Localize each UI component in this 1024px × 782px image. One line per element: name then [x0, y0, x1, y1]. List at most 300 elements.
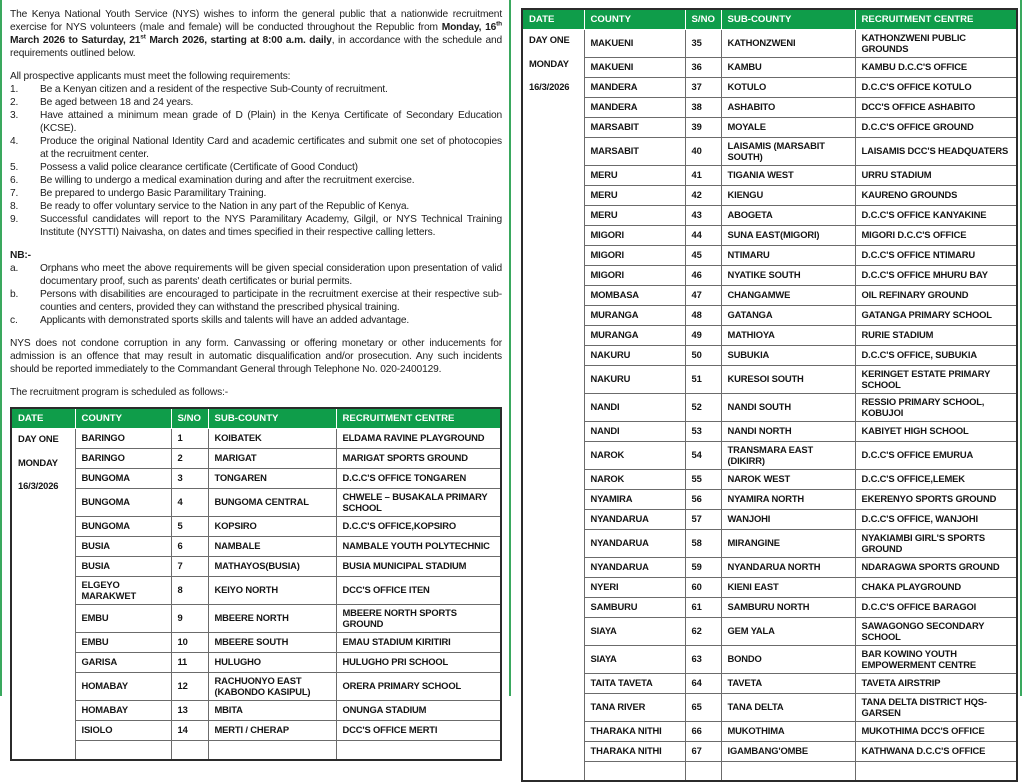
county-cell: NAROK [584, 470, 685, 490]
left-column [10, 8, 502, 761]
sno-cell: 41 [685, 166, 721, 186]
subcounty-cell: MERTI / CHERAP [208, 721, 336, 741]
subcounty-cell: RACHUONYO EAST (KABONDO KASIPUL) [208, 673, 336, 701]
page-left-border [0, 0, 2, 696]
subcounty-cell: KIENGU [721, 186, 855, 206]
table-row [11, 653, 501, 673]
sno-cell: 49 [685, 326, 721, 346]
subcounty-cell: NTIMARU [721, 246, 855, 266]
requirement-item-marker: 7. [10, 188, 19, 199]
centre-cell: CHAKA PLAYGROUND [855, 578, 1017, 598]
centre-cell: D.C.C'S OFFICE, SUBUKIA [855, 346, 1017, 366]
requirement-item-text: Be willing to undergo a medical examination during and after the recruitment exercise. [40, 175, 415, 186]
centre-cell: RURIE STADIUM [855, 326, 1017, 346]
sno-cell: 53 [685, 422, 721, 442]
centre-cell: TAVETA AIRSTRIP [855, 674, 1017, 694]
table-row [522, 166, 1017, 186]
county-cell: TAITA TAVETA [584, 674, 685, 694]
sno-cell: 59 [685, 558, 721, 578]
subcounty-cell: HULUGHO [208, 653, 336, 673]
subcounty-cell: TAVETA [721, 674, 855, 694]
county-cell: MAKUENI [584, 30, 685, 58]
requirement-item [10, 96, 502, 109]
col-header-county: COUNTY [75, 408, 171, 429]
requirement-item-text: Produce the original National Identity Card and academic certificates and submit one set of photocopies at the recruitment center. [40, 136, 502, 160]
centre-cell: HULUGHO PRI SCHOOL [336, 653, 501, 673]
sno-cell: 6 [171, 537, 208, 557]
schedule-intro: The recruitment program is scheduled as follows:- [10, 387, 228, 398]
nb-item [10, 314, 502, 327]
subcounty-cell: MBEERE SOUTH [208, 633, 336, 653]
subcounty-cell: MBITA [208, 701, 336, 721]
empty-cell [855, 762, 1017, 782]
subcounty-cell: BUNGOMA CENTRAL [208, 489, 336, 517]
county-cell: NYANDARUA [584, 558, 685, 578]
subcounty-cell: KATHONZWENI [721, 30, 855, 58]
subcounty-cell: NYATIKE SOUTH [721, 266, 855, 286]
date-line: MONDAY [529, 57, 569, 69]
requirement-item-marker: 2. [10, 97, 19, 108]
table-row [522, 722, 1017, 742]
centre-cell: D.C.C'S OFFICE,KOPSIRO [336, 517, 501, 537]
county-cell: MARSABIT [584, 138, 685, 166]
sno-cell: 5 [171, 517, 208, 537]
county-cell: EMBU [75, 605, 171, 633]
requirement-item-text: Be ready to offer voluntary service to the Nation in any part of the Republic of Kenya. [40, 201, 410, 212]
sno-cell: 63 [685, 646, 721, 674]
centre-cell: BUSIA MUNICIPAL STADIUM [336, 557, 501, 577]
column-divider [509, 0, 511, 696]
table-row [522, 394, 1017, 422]
centre-cell: ELDAMA RAVINE PLAYGROUND [336, 429, 501, 449]
sno-cell: 8 [171, 577, 208, 605]
table-row [11, 605, 501, 633]
subcounty-cell: SAMBURU NORTH [721, 598, 855, 618]
county-cell: NAKURU [584, 366, 685, 394]
county-cell: MURANGA [584, 306, 685, 326]
county-cell: MOMBASA [584, 286, 685, 306]
date-line: DAY ONE [529, 34, 570, 45]
subcounty-cell: TIGANIA WEST [721, 166, 855, 186]
subcounty-cell: BONDO [721, 646, 855, 674]
sno-cell: 62 [685, 618, 721, 646]
requirement-item-text: Have attained a minimum mean grade of D (Plain) in the Kenya Certificate of Secondary Education (KCSE). [40, 110, 502, 134]
county-cell: MIGORI [584, 266, 685, 286]
table-row [522, 206, 1017, 226]
table-row [522, 558, 1017, 578]
requirement-item [10, 109, 502, 135]
requirement-item-marker: 6. [10, 175, 19, 186]
requirement-item-text: Be prepared to undergo Basic Paramilitary Training. [40, 188, 267, 199]
subcounty-cell: KOTULO [721, 78, 855, 98]
county-cell: SAMBURU [584, 598, 685, 618]
subcounty-cell: MATHIOYA [721, 326, 855, 346]
col-header-sno: S/NO [171, 408, 208, 429]
subcounty-cell: MATHAYOS(BUSIA) [208, 557, 336, 577]
sno-cell: 14 [171, 721, 208, 741]
county-cell: MERU [584, 206, 685, 226]
subcounty-cell: KEIYO NORTH [208, 577, 336, 605]
sno-cell: 67 [685, 742, 721, 762]
county-cell: NYANDARUA [584, 510, 685, 530]
sno-cell: 48 [685, 306, 721, 326]
centre-cell: D.C.C'S OFFICE GROUND [855, 118, 1017, 138]
county-cell: NYANDARUA [584, 530, 685, 558]
subcounty-cell: GATANGA [721, 306, 855, 326]
table-row [11, 633, 501, 653]
nb-heading: NB:- [10, 250, 31, 261]
centre-cell: NDARAGWA SPORTS GROUND [855, 558, 1017, 578]
table-row [522, 422, 1017, 442]
subcounty-cell: LAISAMIS (MARSABIT SOUTH) [721, 138, 855, 166]
centre-cell: D.C.C'S OFFICE,LEMEK [855, 470, 1017, 490]
subcounty-cell: KIENI EAST [721, 578, 855, 598]
sno-cell: 10 [171, 633, 208, 653]
table-row [522, 58, 1017, 78]
table-row [522, 138, 1017, 166]
requirement-item [10, 187, 502, 200]
subcounty-cell: MIRANGINE [721, 530, 855, 558]
nb-item-marker: b. [10, 289, 19, 300]
requirement-item [10, 200, 502, 213]
county-cell: NANDI [584, 394, 685, 422]
schedule-table-right [521, 8, 1018, 782]
subcounty-cell: KAMBU [721, 58, 855, 78]
centre-cell: KERINGET ESTATE PRIMARY SCHOOL [855, 366, 1017, 394]
col-header-date: DATE [11, 408, 75, 429]
table-row [11, 517, 501, 537]
table-row [522, 442, 1017, 470]
sno-cell: 45 [685, 246, 721, 266]
county-cell: MIGORI [584, 246, 685, 266]
centre-cell: URRU STADIUM [855, 166, 1017, 186]
sno-cell: 2 [171, 449, 208, 469]
sno-cell: 38 [685, 98, 721, 118]
centre-cell: ORERA PRIMARY SCHOOL [336, 673, 501, 701]
empty-cell [336, 741, 501, 761]
col-header-subcounty: SUB-COUNTY [208, 408, 336, 429]
county-cell: BUSIA [75, 537, 171, 557]
centre-cell: DCC'S OFFICE MERTI [336, 721, 501, 741]
nb-list [10, 262, 502, 327]
subcounty-cell: MOYALE [721, 118, 855, 138]
county-cell: NANDI [584, 422, 685, 442]
subcounty-cell: TANA DELTA [721, 694, 855, 722]
centre-cell: EKERENYO SPORTS GROUND [855, 490, 1017, 510]
county-cell: SIAYA [584, 646, 685, 674]
requirement-item-text: Be a Kenyan citizen and a resident of the respective Sub-County of recruitment. [40, 84, 388, 95]
centre-cell: D.C.C'S OFFICE, WANJOHI [855, 510, 1017, 530]
table-row [522, 618, 1017, 646]
sno-cell: 13 [171, 701, 208, 721]
requirement-item [10, 213, 502, 239]
table-header-row [522, 9, 1017, 30]
table-row [522, 346, 1017, 366]
table-row [11, 721, 501, 741]
subcounty-cell: WANJOHI [721, 510, 855, 530]
centre-cell: MBEERE NORTH SPORTS GROUND [336, 605, 501, 633]
county-cell: HOMABAY [75, 673, 171, 701]
county-cell: THARAKA NITHI [584, 722, 685, 742]
subcounty-cell: ABOGETA [721, 206, 855, 226]
county-cell: BARINGO [75, 429, 171, 449]
date-cell [11, 429, 75, 761]
table-row [522, 78, 1017, 98]
subcounty-cell: SUBUKIA [721, 346, 855, 366]
col-header-sno: S/NO [685, 9, 721, 30]
county-cell: MANDERA [584, 78, 685, 98]
right-column [521, 8, 1018, 782]
table-row [522, 742, 1017, 762]
intro-segment: March 2026 to Saturday, 21 [10, 35, 141, 46]
subcounty-cell: TRANSMARA EAST (DIKIRR) [721, 442, 855, 470]
subcounty-cell: SUNA EAST(MIGORI) [721, 226, 855, 246]
intro-segment: Monday, 16 [441, 22, 497, 33]
subcounty-cell: CHANGAMWE [721, 286, 855, 306]
schedule-table-left [10, 407, 502, 761]
sno-cell: 1 [171, 429, 208, 449]
nb-item-text: Persons with disabilities are encouraged to participate in the recruitment exercise at their respective sub-counties and centers, provided they can withstand the prescribed physical training. [40, 289, 502, 313]
county-cell: NYAMIRA [584, 490, 685, 510]
schedule-table-right-body [522, 30, 1017, 782]
table-row [522, 30, 1017, 58]
centre-cell: D.C.C'S OFFICE BARAGOI [855, 598, 1017, 618]
sno-cell: 11 [171, 653, 208, 673]
subcounty-cell: NANDI SOUTH [721, 394, 855, 422]
table-row [522, 490, 1017, 510]
centre-cell: RESSIO PRIMARY SCHOOL, KOBUJOI [855, 394, 1017, 422]
county-cell: NAROK [584, 442, 685, 470]
sno-cell: 65 [685, 694, 721, 722]
sno-cell: 36 [685, 58, 721, 78]
subcounty-cell: KOPSIRO [208, 517, 336, 537]
table-row [522, 646, 1017, 674]
col-header-centre: RECRUITMENT CENTRE [855, 9, 1017, 30]
table-row [522, 246, 1017, 266]
nb-item-text: Orphans who meet the above requirements will be given special consideration upon presentation of valid documentary proof, such as parents' death certificates or burial permits. [40, 263, 502, 287]
centre-cell: SAWAGONGO SECONDARY SCHOOL [855, 618, 1017, 646]
date-line: 16/3/2026 [529, 81, 570, 92]
table-row [522, 98, 1017, 118]
centre-cell: TANA DELTA DISTRICT HQS-GARSEN [855, 694, 1017, 722]
requirement-item-marker: 4. [10, 136, 19, 147]
subcounty-cell: KOIBATEK [208, 429, 336, 449]
centre-cell: NYAKIAMBI GIRL'S SPORTS GROUND [855, 530, 1017, 558]
county-cell: BUSIA [75, 557, 171, 577]
county-cell: ELGEYO MARAKWET [75, 577, 171, 605]
centre-cell: D.C.C'S OFFICE TONGAREN [336, 469, 501, 489]
county-cell: THARAKA NITHI [584, 742, 685, 762]
intro-segment: March 2026, starting at 8:00 a.m. daily [145, 35, 332, 46]
county-cell: GARISA [75, 653, 171, 673]
county-cell: BUNGOMA [75, 489, 171, 517]
county-cell: TANA RIVER [584, 694, 685, 722]
requirement-item-marker: 3. [10, 110, 19, 121]
centre-cell: KATHONZWENI PUBLIC GROUNDS [855, 30, 1017, 58]
centre-cell: D.C.C'S OFFICE NTIMARU [855, 246, 1017, 266]
sno-cell: 12 [171, 673, 208, 701]
table-row [11, 429, 501, 449]
requirement-item-text: Successful candidates will report to the NYS Paramilitary Academy, Gilgil, or NYS Technical Training Institute (NYSTTI) Naivasha, on dates and times specified in their respective calling letters. [40, 214, 502, 238]
sno-cell: 55 [685, 470, 721, 490]
requirement-item-text: Be aged between 18 and 24 years. [40, 97, 194, 108]
nb-item-marker: c. [10, 315, 18, 326]
requirement-item [10, 83, 502, 96]
table-row [522, 306, 1017, 326]
table-row [522, 510, 1017, 530]
col-header-county: COUNTY [584, 9, 685, 30]
sno-cell: 40 [685, 138, 721, 166]
centre-cell: ONUNGA STADIUM [336, 701, 501, 721]
sno-cell: 64 [685, 674, 721, 694]
intro-paragraph [10, 8, 502, 60]
sno-cell: 56 [685, 490, 721, 510]
table-row [522, 326, 1017, 346]
empty-cell [75, 741, 171, 761]
sno-cell: 3 [171, 469, 208, 489]
county-cell: MANDERA [584, 98, 685, 118]
county-cell: BUNGOMA [75, 517, 171, 537]
requirement-item [10, 161, 502, 174]
empty-cell [721, 762, 855, 782]
corruption-notice: NYS does not condone corruption in any form. Canvassing or offering monetary or other inducements for admission is an offence that may result in automatic disqualification and/or prosecution. Any such incidents should be reported immediately to the Commandant General through Telephone No. 020-2400129. [10, 338, 502, 375]
requirement-item-marker: 8. [10, 201, 19, 212]
centre-cell: DCC'S OFFICE ASHABITO [855, 98, 1017, 118]
sno-cell: 60 [685, 578, 721, 598]
centre-cell: D.C.C'S OFFICE KANYAKINE [855, 206, 1017, 226]
centre-cell: KATHWANA D.C.C'S OFFICE [855, 742, 1017, 762]
table-header-row [11, 408, 501, 429]
centre-cell: MUKOTHIMA DCC'S OFFICE [855, 722, 1017, 742]
col-header-subcounty: SUB-COUNTY [721, 9, 855, 30]
table-row [11, 537, 501, 557]
table-row [11, 557, 501, 577]
table-row [522, 530, 1017, 558]
requirement-item-marker: 9. [10, 214, 19, 225]
centre-cell: OIL REFINARY GROUND [855, 286, 1017, 306]
sno-cell: 39 [685, 118, 721, 138]
subcounty-cell: IGAMBANG'OMBE [721, 742, 855, 762]
subcounty-cell: NAROK WEST [721, 470, 855, 490]
date-line: MONDAY [18, 456, 58, 468]
county-cell: NAKURU [584, 346, 685, 366]
requirement-item-marker: 1. [10, 84, 19, 95]
table-row [11, 489, 501, 517]
table-row [522, 266, 1017, 286]
intro-segment: st [140, 33, 146, 41]
centre-cell: NAMBALE YOUTH POLYTECHNIC [336, 537, 501, 557]
sno-cell: 43 [685, 206, 721, 226]
sno-cell: 9 [171, 605, 208, 633]
col-header-date: DATE [522, 9, 584, 30]
sno-cell: 66 [685, 722, 721, 742]
subcounty-cell: MUKOTHIMA [721, 722, 855, 742]
county-cell: MAKUENI [584, 58, 685, 78]
sno-cell: 57 [685, 510, 721, 530]
sno-cell: 54 [685, 442, 721, 470]
table-row [11, 449, 501, 469]
date-line: 16/3/2026 [18, 480, 59, 491]
table-row [522, 470, 1017, 490]
requirement-item [10, 135, 502, 161]
table-row [522, 598, 1017, 618]
subcounty-cell: TONGAREN [208, 469, 336, 489]
sno-cell: 61 [685, 598, 721, 618]
subcounty-cell: KURESOI SOUTH [721, 366, 855, 394]
empty-cell [171, 741, 208, 761]
requirement-item-text: Possess a valid police clearance certificate (Certificate of Good Conduct) [40, 162, 358, 173]
sno-cell: 47 [685, 286, 721, 306]
subcounty-cell: NANDI NORTH [721, 422, 855, 442]
subcounty-cell: NYANDARUA NORTH [721, 558, 855, 578]
centre-cell: KAURENO GROUNDS [855, 186, 1017, 206]
centre-cell: KAMBU D.C.C'S OFFICE [855, 58, 1017, 78]
table-row [11, 701, 501, 721]
subcounty-cell: MBEERE NORTH [208, 605, 336, 633]
county-cell: ISIOLO [75, 721, 171, 741]
sno-cell: 50 [685, 346, 721, 366]
county-cell: MIGORI [584, 226, 685, 246]
table-row [522, 118, 1017, 138]
centre-cell: MARIGAT SPORTS GROUND [336, 449, 501, 469]
county-cell: BARINGO [75, 449, 171, 469]
sno-cell: 58 [685, 530, 721, 558]
table-row [522, 186, 1017, 206]
col-header-centre: RECRUITMENT CENTRE [336, 408, 501, 429]
centre-cell: D.C.C'S OFFICE KOTULO [855, 78, 1017, 98]
requirements-list [10, 83, 502, 239]
sno-cell: 52 [685, 394, 721, 422]
nb-item-text: Applicants with demonstrated sports skills and talents will have an added advantage. [40, 315, 410, 326]
table-row [522, 286, 1017, 306]
county-cell: NYERI [584, 578, 685, 598]
centre-cell: EMAU STADIUM KIRITIRI [336, 633, 501, 653]
sno-cell: 44 [685, 226, 721, 246]
centre-cell: D.C.C'S OFFICE MHURU BAY [855, 266, 1017, 286]
sno-cell: 4 [171, 489, 208, 517]
centre-cell: KABIYET HIGH SCHOOL [855, 422, 1017, 442]
date-cell [522, 30, 584, 782]
sno-cell: 51 [685, 366, 721, 394]
nb-item-marker: a. [10, 263, 19, 274]
nb-item [10, 288, 502, 314]
intro-segment: th [496, 20, 502, 28]
table-row [522, 694, 1017, 722]
table-row [11, 673, 501, 701]
sno-cell: 35 [685, 30, 721, 58]
table-row [522, 674, 1017, 694]
county-cell: MARSABIT [584, 118, 685, 138]
nb-item [10, 262, 502, 288]
county-cell: MERU [584, 166, 685, 186]
subcounty-cell: MARIGAT [208, 449, 336, 469]
county-cell: SIAYA [584, 618, 685, 646]
subcounty-cell: NAMBALE [208, 537, 336, 557]
sno-cell: 42 [685, 186, 721, 206]
intro-segment: , in accordance with the schedule and requirements outlined below. [10, 35, 503, 59]
schedule-table-left-body [11, 429, 501, 761]
county-cell: MERU [584, 186, 685, 206]
date-line: DAY ONE [18, 433, 59, 444]
partial-row [11, 741, 501, 761]
centre-cell: D.C.C'S OFFICE EMURUA [855, 442, 1017, 470]
empty-cell [208, 741, 336, 761]
centre-cell: LAISAMIS DCC'S HEADQUATERS [855, 138, 1017, 166]
empty-cell [584, 762, 685, 782]
table-row [522, 226, 1017, 246]
centre-cell: GATANGA PRIMARY SCHOOL [855, 306, 1017, 326]
intro-segment: The Kenya National Youth Service (NYS) wishes to inform the general public that a nationwide recruitment exercise for NYS volunteers (male and female) will be conducted throughout the Republic from [10, 9, 502, 33]
